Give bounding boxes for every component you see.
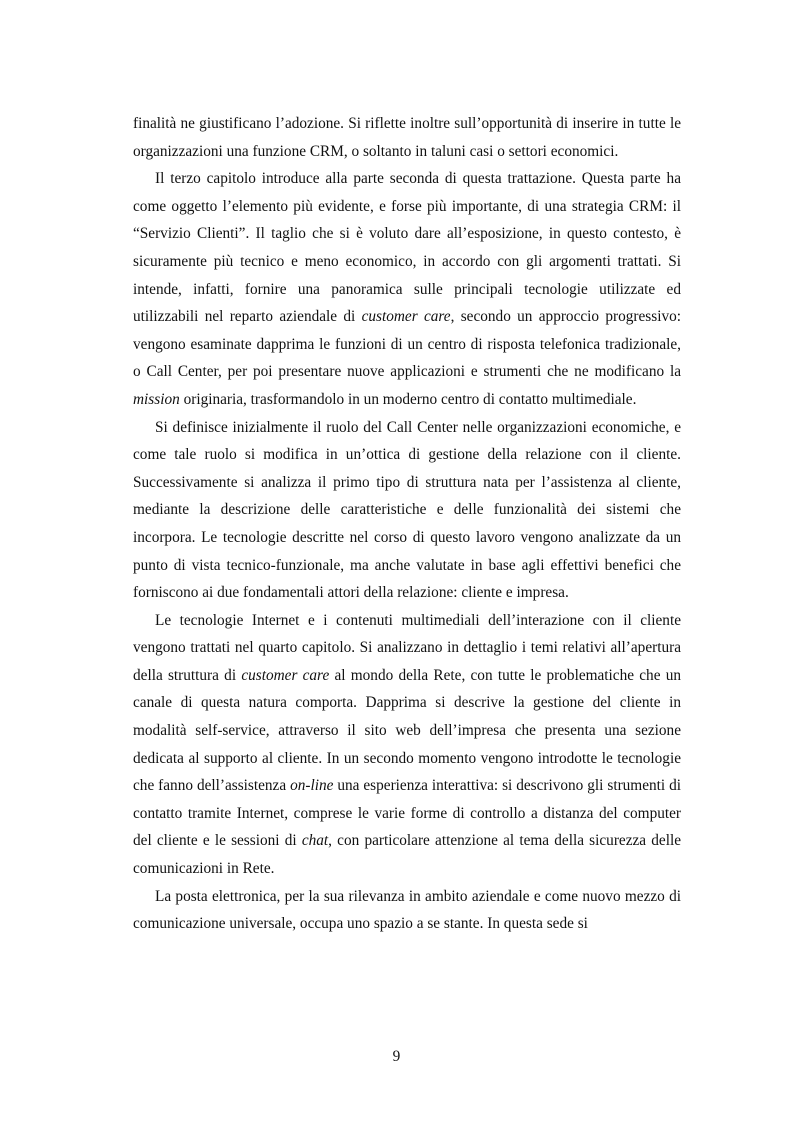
- text-run: Le tecnologie Internet e i contenuti multimediali dell’interazione con il cliente vengono trattati nel quarto capitolo. Si analizzano in dettaglio i temi relativi all’apertura della struttura di: [133, 611, 681, 684]
- paragraph: [133, 165, 681, 413]
- text-run: originaria, trasformandolo in un moderno centro di contatto multimediale.: [179, 390, 637, 408]
- text-run: Il terzo capitolo introduce alla parte seconda di questa trattazione. Questa parte ha come oggetto l’elemento più evidente, e forse più importante, di una strategia CRM: il “Servizio Clienti”. Il taglio che si è voluto dare all’esposizione, in questo contesto, è sicuramente più tecnico e meno economico, in accordo con gli argomenti trattati. Si intende, infatti, fornire una panoramica sulle principali tecnologie utilizzate ed utilizzabili nel reparto aziendale di: [133, 170, 681, 326]
- text-run: La posta elettronica, per la sua rilevanza in ambito aziendale e come nuovo mezzo di comunicazione universale, occupa uno spazio a se stante. In questa sede si: [133, 887, 681, 933]
- italic-term: on-line: [290, 777, 334, 795]
- text-run: al mondo della Rete, con tutte le problematiche che un canale di questa natura comporta. Dapprima si descrive la gestione del cliente in modalità self-service, attraverso il sito web dell’impresa che presenta una sezione dedicata al supporto al cliente. In un secondo momento vengono introdotte le tecnologie che fanno dell’assistenza: [133, 666, 682, 795]
- text-run: finalità ne giustificano l’adozione. Si riflette inoltre sull’opportunità di inserire in tutte le organizzazioni una funzione CRM, o soltanto in taluni casi o settori economici.: [133, 115, 681, 160]
- text-run: una esperienza interattiva: si descrivono gli strumenti di contatto tramite Internet, comprese le varie forme di controllo a distanza del computer del cliente e le sessioni di: [133, 777, 681, 850]
- paragraph: [133, 414, 681, 607]
- page-body: [133, 110, 681, 938]
- italic-term: customer care: [241, 666, 330, 684]
- page-number: 9: [392, 1048, 401, 1065]
- text-run: , con particolare attenzione al tema della sicurezza delle comunicazioni in Rete.: [133, 832, 681, 878]
- paragraph: [133, 883, 681, 938]
- paragraph: [133, 607, 681, 883]
- italic-term: mission: [133, 390, 180, 408]
- text-run: Si definisce inizialmente il ruolo del Call Center nelle organizzazioni economiche, e come tale ruolo si modifica in un’ottica di gestione della relazione con il cliente. Successivamente si analizza il primo tipo di struttura nata per l’assistenza al cliente, mediante la descrizione delle caratteristiche e delle funzionalità dei sistemi che incorpora. Le tecnologie descritte nel corso di questo lavoro vengono analizzate da un punto di vista tecnico-funzionale, ma anche valutate in base agli effettivi benefici che forniscono ai due fondamentali attori della relazione: cliente e impresa.: [133, 418, 681, 602]
- italic-term: customer care: [361, 308, 451, 326]
- italic-term: chat: [301, 832, 329, 850]
- text-run: , secondo un approccio progressivo: vengono esaminate dapprima le funzioni di un centro di risposta telefonica tradizionale, o Call Center, per poi presentare nuove applicazioni e strumenti che ne modificano la: [133, 308, 681, 381]
- paragraph: [133, 110, 681, 165]
